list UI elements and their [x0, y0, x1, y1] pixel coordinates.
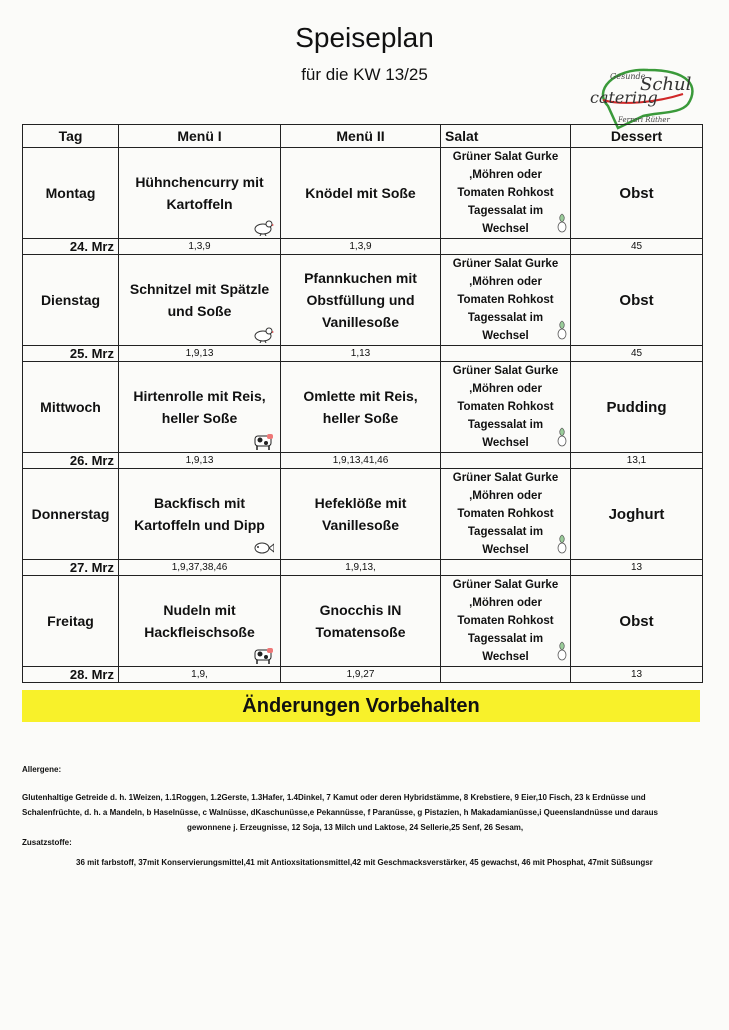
menu2-dish: [281, 469, 441, 560]
dessert-cell: Obst: [571, 255, 703, 346]
day-name: Dienstag: [23, 255, 119, 346]
menu2-dish: [281, 148, 441, 239]
menu2-dish-text: Pfannkuchen mit Obstfüllung und Vanillesoße: [304, 270, 417, 330]
salad-text: Grüner Salat Gurke ,Möhren oder Tomaten Rohkost Tagessalat im Wechsel: [452, 472, 559, 556]
day-name: Donnerstag: [23, 469, 119, 560]
radish-icon: [556, 640, 568, 662]
menu2-dish-text: Omlette mit Reis, heller Soße: [303, 388, 418, 426]
cow-icon: [252, 646, 274, 664]
table-header-row: [23, 125, 703, 148]
menu2-allergen-codes: 1,9,13,41,46: [281, 453, 441, 469]
day-row-mittwoch: [23, 362, 703, 453]
menu1-allergen-codes: 1,3,9: [119, 239, 281, 255]
day-name: Montag: [23, 148, 119, 239]
dessert-allergen-codes: 45: [571, 346, 703, 362]
dessert-cell: Pudding: [571, 362, 703, 453]
salad-allergen-codes: [441, 239, 571, 255]
menu2-dish: [281, 576, 441, 667]
day-row-freitag: [23, 576, 703, 667]
menu1-dish: [119, 576, 281, 667]
dessert-allergen-codes: 13: [571, 560, 703, 576]
menu1-dish-text: Hühnchencurry mit Kartoffeln: [135, 174, 264, 212]
catering-logo: [588, 66, 703, 132]
page-subtitle: für die KW 13/25: [301, 65, 428, 84]
salad-allergen-codes: [441, 453, 571, 469]
radish-icon: [556, 319, 568, 341]
allergen-line-2: Schalenfrüchte, d. h. a Mandeln, b Haselnüsse, c Walnüsse, dKaschunüsse,e Pekannüsse, f Paranüsse, g Pistazien, h Makadamianüsse,i Queenslandnüsse und daraus: [22, 808, 658, 817]
salad-cell: [441, 576, 571, 667]
salad-text: Grüner Salat Gurke ,Möhren oder Tomaten Rohkost Tagessalat im Wechsel: [452, 258, 559, 342]
logo-bottom-text: Ferrari Rüther: [618, 116, 670, 124]
radish-icon: [556, 212, 568, 234]
fish-icon: [252, 539, 274, 557]
dessert-allergen-codes: 45: [571, 239, 703, 255]
menu-table: [22, 124, 703, 683]
menu1-allergen-codes: 1,9,13: [119, 453, 281, 469]
day-date: 25. Mrz: [23, 346, 119, 362]
menu1-dish-text: Nudeln mit Hackfleischsoße: [144, 602, 255, 640]
menu2-allergen-codes: 1,9,13,: [281, 560, 441, 576]
day-meta-row-montag: [23, 239, 703, 255]
salad-cell: [441, 255, 571, 346]
logo-main-text-2: catering: [590, 88, 658, 107]
salad-cell: [441, 148, 571, 239]
menu1-dish: [119, 255, 281, 346]
dessert-cell: Obst: [571, 576, 703, 667]
day-date: 24. Mrz: [23, 239, 119, 255]
day-date: 27. Mrz: [23, 560, 119, 576]
chicken-icon: [252, 325, 274, 343]
day-meta-row-mittwoch: [23, 453, 703, 469]
menu1-dish: [119, 469, 281, 560]
salad-cell: [441, 469, 571, 560]
day-date: 26. Mrz: [23, 453, 119, 469]
salad-cell: [441, 362, 571, 453]
menu1-dish: [119, 148, 281, 239]
menu1-dish-text: Schnitzel mit Spätzle und Soße: [129, 281, 270, 319]
day-row-donnerstag: [23, 469, 703, 560]
menu1-allergen-codes: 1,9,: [119, 667, 281, 683]
menu2-dish: [281, 255, 441, 346]
header-dessert: Dessert: [571, 125, 703, 148]
dessert-cell: Joghurt: [571, 469, 703, 560]
menu2-dish: [281, 362, 441, 453]
dessert-cell: Obst: [571, 148, 703, 239]
salad-text: Grüner Salat Gurke ,Möhren oder Tomaten Rohkost Tagessalat im Wechsel: [452, 579, 559, 663]
day-name: Mittwoch: [23, 362, 119, 453]
menu1-allergen-codes: 1,9,37,38,46: [119, 560, 281, 576]
menu1-dish-text: Backfisch mit Kartoffeln und Dipp: [134, 495, 265, 533]
allergen-heading: Allergene:: [22, 765, 62, 774]
header-menu1: Menü I: [119, 125, 281, 148]
menu1-dish: [119, 362, 281, 453]
day-meta-row-donnerstag: [23, 560, 703, 576]
menu2-allergen-codes: 1,3,9: [281, 239, 441, 255]
radish-icon: [556, 533, 568, 555]
page-title: Speiseplan: [295, 22, 434, 53]
day-meta-row-freitag: [23, 667, 703, 683]
menu2-dish-text: Gnocchis IN Tomatensoße: [315, 602, 406, 640]
salad-allergen-codes: [441, 560, 571, 576]
dessert-allergen-codes: 13: [571, 667, 703, 683]
radish-icon: [556, 426, 568, 448]
day-row-montag: [23, 148, 703, 239]
header-tag: Tag: [23, 125, 119, 148]
additives-line: 36 mit farbstoff, 37mit Konservierungsmittel,41 mit Antioxsitationsmittel,42 mit Geschmacksverstärker, 45 gewachst, 46 mit Phosphat, 47mit Süßsungsr: [76, 858, 653, 867]
menu2-dish-text: Hefeklöße mit Vanillesoße: [314, 495, 407, 533]
additives-heading: Zusatzstoffe:: [22, 838, 72, 847]
chicken-icon: [252, 218, 274, 236]
menu2-allergen-codes: 1,9,27: [281, 667, 441, 683]
dessert-allergen-codes: 13,1: [571, 453, 703, 469]
cow-icon: [252, 432, 274, 450]
allergen-line-3: gewonnene j. Erzeugnisse, 12 Soja, 13 Milch und Laktose, 24 Sellerie,25 Senf, 26 Sesam,: [187, 823, 524, 832]
header-menu2: Menü II: [281, 125, 441, 148]
salad-text: Grüner Salat Gurke ,Möhren oder Tomaten Rohkost Tagessalat im Wechsel: [452, 151, 559, 235]
salad-allergen-codes: [441, 346, 571, 362]
header-salat: Salat: [441, 125, 571, 148]
logo-top-text: Gesunde: [610, 72, 646, 81]
day-name: Freitag: [23, 576, 119, 667]
changes-reserved-banner: Änderungen Vorbehalten: [22, 690, 700, 722]
menu2-dish-text: Knödel mit Soße: [305, 185, 416, 201]
salad-allergen-codes: [441, 667, 571, 683]
menu1-dish-text: Hirtenrolle mit Reis, heller Soße: [133, 388, 266, 426]
day-meta-row-dienstag: [23, 346, 703, 362]
day-row-dienstag: [23, 255, 703, 346]
allergen-line-1: Glutenhaltige Getreide d. h. 1Weizen, 1.1Roggen, 1.2Gerste, 1.3Hafer, 1.4Dinkel, 7 Kamut oder deren Hybridstämme, 8 Krebstiere, 9 Eier,10 Fisch, 23 k Erdnüsse und: [22, 793, 646, 802]
menu2-allergen-codes: 1,13: [281, 346, 441, 362]
salad-text: Grüner Salat Gurke ,Möhren oder Tomaten Rohkost Tagessalat im Wechsel: [452, 365, 559, 449]
menu1-allergen-codes: 1,9,13: [119, 346, 281, 362]
day-date: 28. Mrz: [23, 667, 119, 683]
logo-main-text: Schul: [640, 74, 692, 95]
